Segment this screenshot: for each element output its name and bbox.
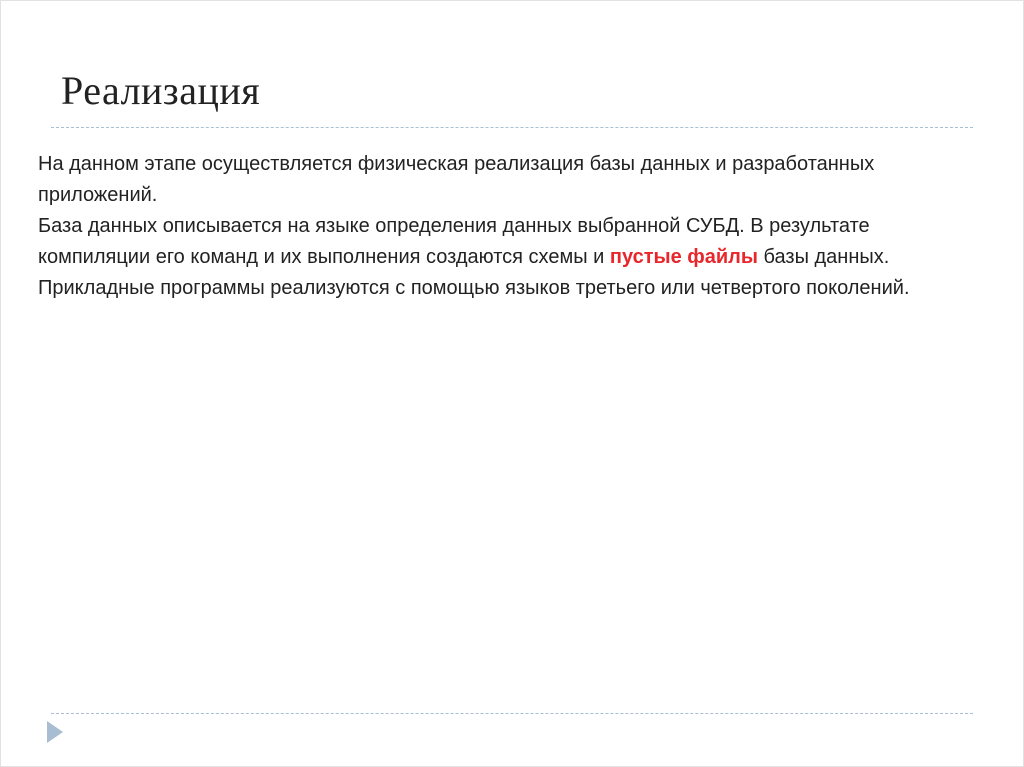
paragraph-2-text-end: базы данных. bbox=[757, 246, 890, 268]
paragraph-2-text-start: База данных описывается на языке определения данных выбранной СУБД. В результате компиляции его команд и их выполнения создаются схемы и bbox=[38, 215, 870, 268]
slide-title: Реализация bbox=[61, 68, 261, 113]
paragraph-2 bbox=[38, 211, 968, 273]
slide-body bbox=[38, 149, 968, 304]
triangle-right-icon[interactable] bbox=[45, 719, 65, 745]
highlighted-term: пустые файлы bbox=[609, 246, 758, 268]
paragraph-3: Прикладные программы реализуются с помощью языков третьего или четвертого поколений. bbox=[38, 277, 910, 299]
footer-divider bbox=[51, 713, 973, 714]
title-divider bbox=[51, 127, 973, 128]
paragraph-1: На данном этапе осуществляется физическая реализация базы данных и разработанных приложений. bbox=[38, 153, 875, 206]
